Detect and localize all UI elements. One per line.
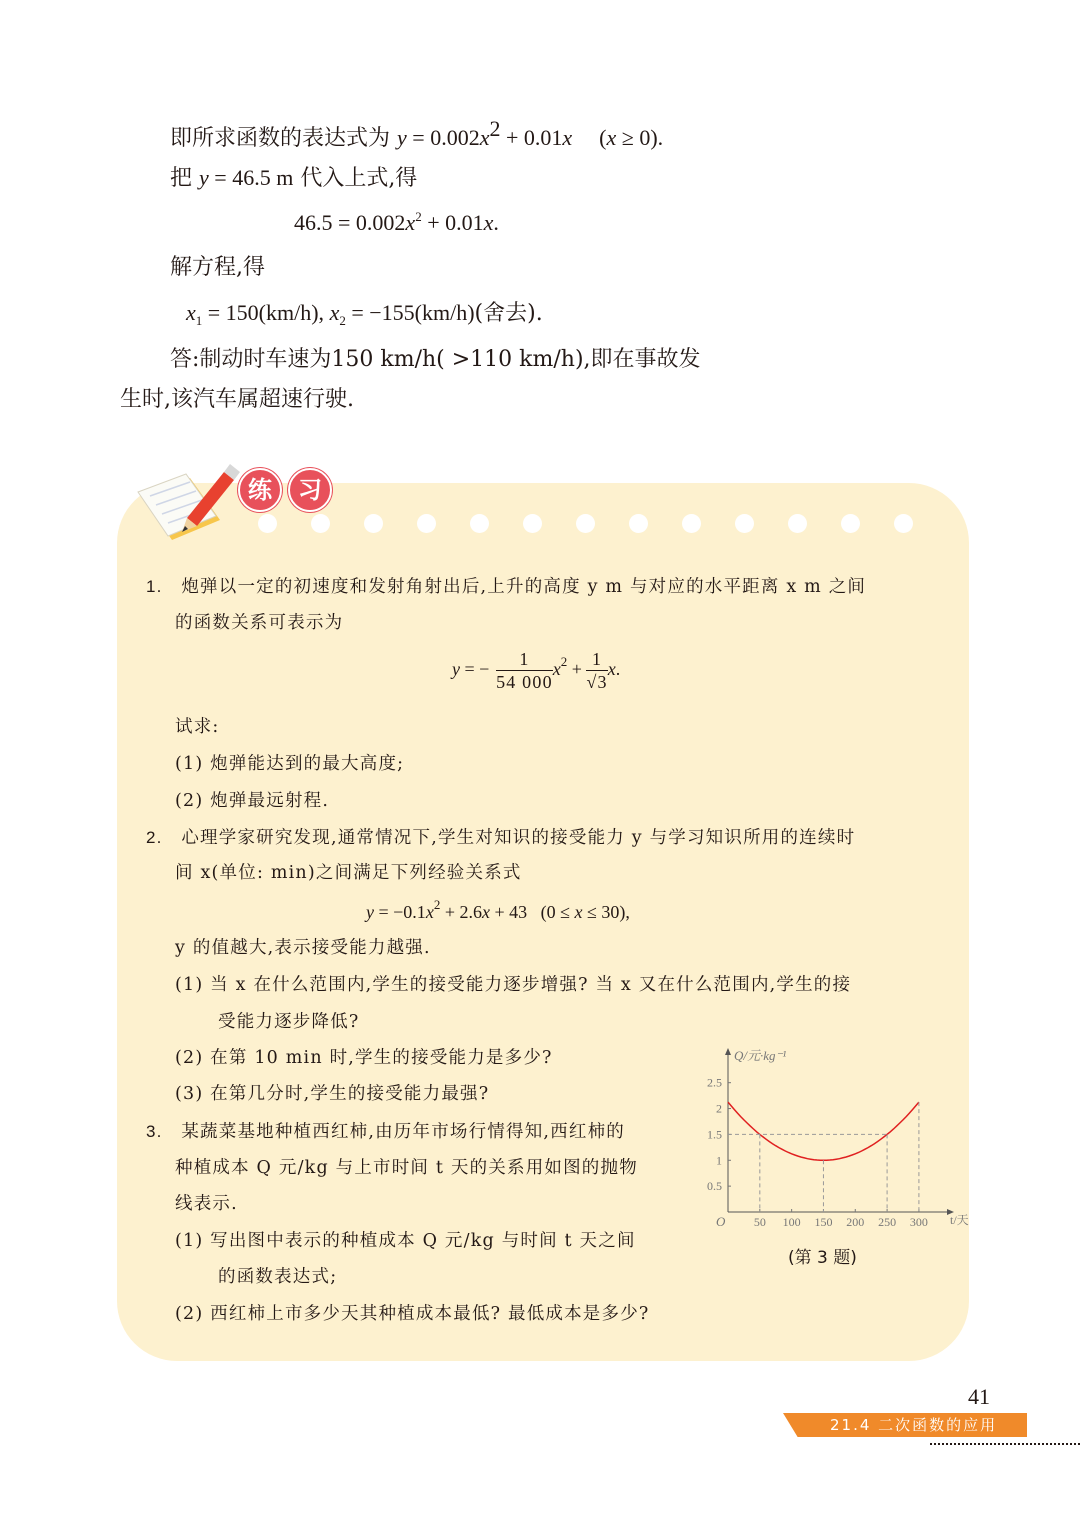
q2-part-2: (2) 在第 10 min 时,学生的接受能力是多少? (175, 1048, 553, 1068)
answer-line-1: 答:制动时车速为150 km/h( >110 km/h),即在事故发 (170, 347, 701, 372)
x-tick-label: 300 (909, 1215, 928, 1229)
q2-line-2: 间 x(单位: min)之间满足下列经验关系式 (175, 863, 522, 883)
figure-caption: (第 3 题) (788, 1248, 857, 1268)
q2-line-1: 2. 心理学家研究发现,通常情况下,学生对知识的接受能力 y 与学习知识所用的连续时 (146, 828, 856, 848)
q3-part-1a: (1) 写出图中表示的种植成本 Q 元/kg 与时间 t 天之间 (175, 1231, 636, 1251)
x-tick-label: 250 (878, 1215, 897, 1229)
y-axis-label: Q/元·kg⁻¹ (734, 1048, 787, 1063)
decorative-dots (258, 514, 913, 533)
pencil-notepad-icon (132, 458, 242, 548)
q1-line-1: 1. 炮弹以一定的初速度和发射角射出后,上升的高度 y m 与对应的水平距离 x m 之间 (146, 577, 867, 597)
q2-part-1a: (1) 当 x 在什么范围内,学生的接受能力逐步增强? 当 x 又在什么范围内,学生的接 (175, 975, 852, 995)
equation-line: $46.5 = 0.002x^2 + 0.01x$. (294, 209, 499, 235)
text-line-4: 解方程,得 (170, 255, 265, 280)
q2-part-1b: 受能力逐步降低? (218, 1012, 360, 1032)
text-line-2: 把 y = 46.5 m 代入上式,得 (170, 165, 418, 191)
x-tick-label: 50 (753, 1215, 766, 1229)
footer-dotted-rule (930, 1443, 1080, 1445)
x-tick-label: 150 (814, 1215, 833, 1229)
solution-line: $x_1 = 150(km/h)$, $x_2 = -155(km/h)$(舍去). (186, 300, 543, 328)
q1-part-1: (1) 炮弹能达到的最大高度; (175, 754, 405, 774)
y-tick-label: 1 (716, 1153, 722, 1168)
x-axis-label: t/天 (950, 1213, 969, 1227)
q1-formula: y = − $\frac{1}{54 000}$ $x^2$ + $\frac{1}{√3}$ x. (452, 649, 621, 692)
answer-line-2: 生时,该汽车属超速行驶. (120, 387, 354, 412)
x-tick-label: 100 (782, 1215, 801, 1229)
q1-part-2: (2) 炮弹最远射程. (175, 791, 330, 811)
q3-line-2: 种植成本 Q 元/kg 与上市时间 t 天的关系用如图的抛物 (175, 1158, 638, 1178)
cost-parabola-chart (690, 1040, 969, 1240)
title-char-1: 练 (238, 468, 282, 512)
text-line-1: 即所求函数的表达式为 $y = 0.002x^2 + 0.01x$ (x ≥ 0). (170, 116, 664, 151)
origin-label: O (716, 1214, 726, 1229)
q3-line-3: 线表示. (175, 1194, 238, 1214)
y-tick-label: 0.5 (707, 1179, 722, 1194)
exercise-title (238, 468, 332, 512)
section-title: 21.4 二次函数的应用 (830, 1416, 998, 1434)
q2-part-3: (3) 在第几分时,学生的接受能力最强? (175, 1084, 490, 1104)
y-tick-label: 2.5 (707, 1075, 722, 1090)
q1-ask: 试求: (175, 717, 220, 737)
title-char-2: 习 (288, 468, 332, 512)
q3-part-2: (2) 西红柿上市多少天其种植成本最低? 最低成本是多少? (175, 1304, 650, 1324)
parabola-curve (728, 1102, 919, 1160)
y-axis-arrow (725, 1048, 731, 1055)
q2-formula: $y = -0.1x^2 + 2.6x + 43$ (0 ≤ x ≤ 30), (366, 897, 630, 922)
expression-formula: y (397, 125, 407, 150)
y-tick-label: 1.5 (707, 1127, 722, 1142)
q2-line-3: y 的值越大,表示接受能力越强. (175, 938, 431, 958)
page-number: 41 (968, 1384, 990, 1409)
q1-line-2: 的函数关系可表示为 (175, 613, 344, 633)
q3-part-1b: 的函数表达式; (218, 1267, 338, 1287)
x-tick-label: 200 (846, 1215, 865, 1229)
expression-intro: 即所求函数的表达式为 (170, 126, 391, 151)
q3-line-1: 3. 某蔬菜基地种植西红柿,由历年市场行情得知,西红柿的 (146, 1122, 625, 1142)
y-tick-label: 2 (716, 1101, 722, 1116)
